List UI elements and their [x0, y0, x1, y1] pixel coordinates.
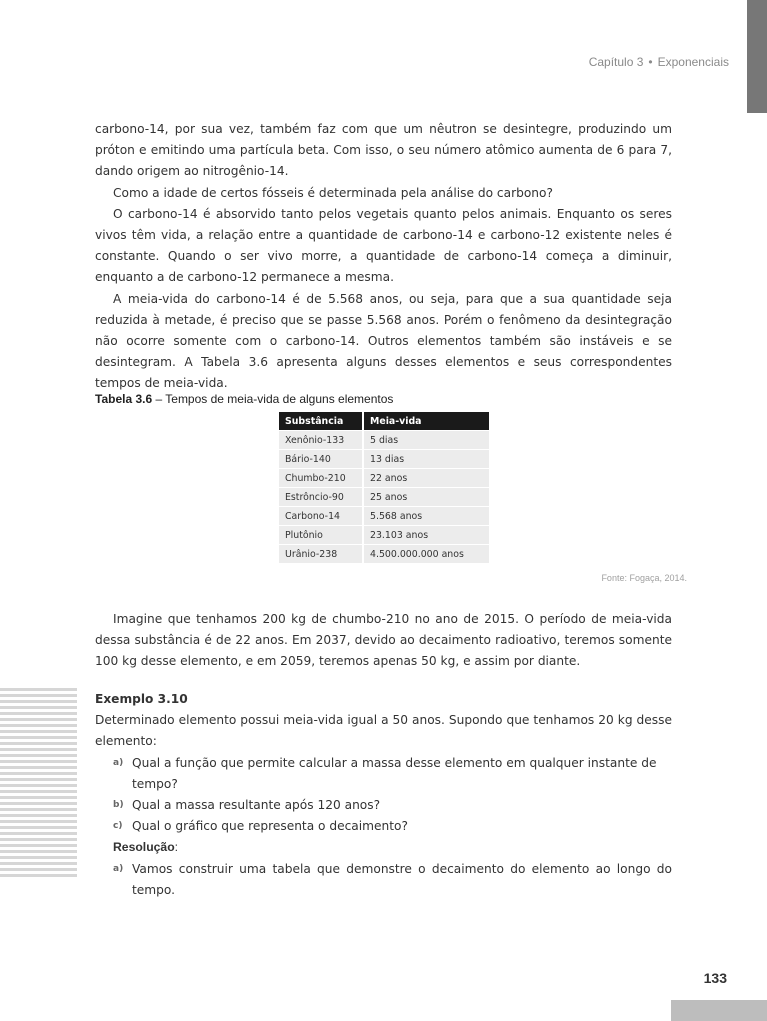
item-text: Vamos construir uma tabela que demonstre o decaimento do elemento ao longo do tempo.	[132, 861, 672, 897]
paragraph-5: Imagine que tenhamos 200 kg de chumbo-210 no ano de 2015. O período de meia-vida dessa substância é de 22 anos. Em 2037, devido ao decaimento radioativo, teremos somente 100 kg desse elemento, e em 2059, teremos apenas 50 kg, e assim por diante.	[95, 612, 672, 669]
item-marker: a)	[113, 757, 124, 768]
running-header	[589, 55, 729, 69]
question-item	[95, 816, 672, 837]
cell-substance: Plutônio	[279, 526, 363, 545]
example-block	[95, 689, 672, 901]
resolution-item	[95, 859, 672, 901]
table-row	[279, 526, 489, 545]
example-intro: Determinado elemento possui meia-vida igual a 50 anos. Supondo que tenhamos 20 kg desse elemento:	[95, 713, 672, 749]
chapter-side-tab	[747, 0, 767, 113]
cell-half-life: 22 anos	[363, 469, 489, 488]
item-marker: b)	[113, 800, 124, 811]
table-caption-label: Tabela 3.6	[95, 392, 153, 406]
cell-half-life: 5.568 anos	[363, 507, 489, 526]
body-text-top	[95, 119, 672, 395]
cell-substance: Bário-140	[279, 450, 363, 469]
chapter-label: Capítulo 3	[588, 55, 644, 69]
cell-half-life: 13 dias	[363, 450, 489, 469]
table-header-row	[279, 412, 489, 431]
item-text: Qual a função que permite calcular a massa desse elemento em qualquer instante de tempo?	[132, 755, 657, 791]
question-item	[95, 795, 672, 816]
section-label: Exponenciais	[657, 55, 729, 69]
table-row	[279, 450, 489, 469]
table-row	[279, 507, 489, 526]
cell-half-life: 23.103 anos	[363, 526, 489, 545]
cell-half-life: 25 anos	[363, 488, 489, 507]
example-title: Exemplo 3.10	[95, 692, 188, 706]
table-row	[279, 469, 489, 488]
half-life-table	[279, 412, 489, 563]
item-marker: c)	[113, 821, 123, 832]
table-source: Fonte: Fogaça, 2014.	[601, 573, 687, 583]
page-number: 133	[703, 970, 727, 986]
paragraph-4: A meia-vida do carbono-14 é de 5.568 anos, ou seja, para que a sua quantidade seja reduzida à metade, é preciso que se passe 5.568 anos. Porém o fenômeno da desintegração não ocorre somente com o carbono-14. Outros elementos também são instáveis e se desintegram. A Tabela 3.6 apresenta alguns desses elementos e seus correspondentes tempos de meia-vida.	[95, 291, 672, 391]
paragraph-1: carbono-14, por sua vez, também faz com que um nêutron se desintegre, produzindo um próton e emitindo uma partícula beta. Com isso, o seu número atômico aumenta de 6 para 7, dando origem ao nitrogênio-14.	[95, 122, 672, 179]
question-item	[95, 753, 672, 795]
cell-substance: Carbono-14	[279, 507, 363, 526]
table-caption	[95, 392, 393, 406]
cell-substance: Chumbo-210	[279, 469, 363, 488]
resolution-heading	[95, 837, 672, 858]
bottom-decorative-bar	[671, 1000, 767, 1021]
table-row	[279, 488, 489, 507]
table-caption-text: – Tempos de meia-vida de alguns elementos	[152, 392, 394, 406]
cell-half-life: 5 dias	[363, 431, 489, 450]
decorative-stripes	[0, 688, 77, 878]
item-text: Qual o gráfico que representa o decaimento?	[132, 819, 408, 834]
paragraph-2: Como a idade de certos fósseis é determinada pela análise do carbono?	[113, 185, 553, 200]
body-text-middle	[95, 609, 672, 673]
paragraph-3: O carbono-14 é absorvido tanto pelos vegetais quanto pelos animais. Enquanto os seres vivos têm vida, a relação entre a quantidade de carbono-14 e carbono-12 existente neles é constante. Quando o ser vivo morre, a quantidade de carbono-14 começa a diminuir, enquanto a de carbono-12 permanece a mesma.	[95, 206, 672, 285]
cell-substance: Estrôncio-90	[279, 488, 363, 507]
cell-substance: Xenônio-133	[279, 431, 363, 450]
bullet-separator: •	[648, 55, 653, 69]
header-half-life: Meia-vida	[363, 412, 489, 431]
resolution-colon: :	[174, 840, 179, 855]
header-substance: Substância	[279, 412, 363, 431]
cell-substance: Urânio-238	[279, 545, 363, 564]
item-marker: a)	[113, 863, 124, 874]
cell-half-life: 4.500.000.000 anos	[363, 545, 489, 564]
item-text: Qual a massa resultante após 120 anos?	[132, 798, 381, 813]
table-row	[279, 431, 489, 450]
resolution-label: Resolução	[113, 840, 175, 855]
table-row	[279, 545, 489, 564]
